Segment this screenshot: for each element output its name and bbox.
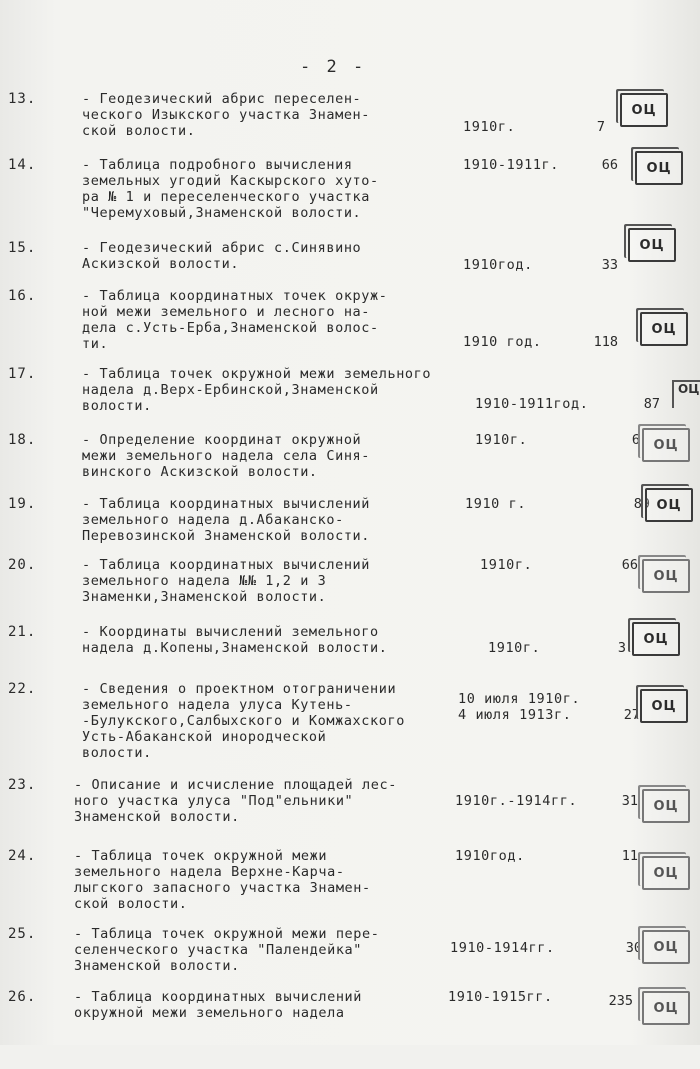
inventory-entry (0, 848, 700, 928)
oc-stamp: ОЦ (645, 488, 693, 522)
inventory-entry (0, 989, 700, 1069)
oc-stamp: ОЦ (642, 559, 690, 593)
entry-date: 1910 г. (465, 496, 527, 512)
entry-pages: 235 (608, 993, 633, 1009)
entry-title: - Описание и исчисление площадей лес- ного участка улуса "Под"ельники" Знаменской волости. (74, 777, 397, 825)
page-number: - 2 - (300, 57, 367, 77)
entry-date: 10 июля 1910г. 4 июля 1913г. (458, 691, 581, 723)
entry-number: 16. (8, 288, 37, 304)
entry-title: - Сведения о проектном отограничении земельного надела улуса Кутень- -Булукского,Салбыхского и Комжахского Усть-Абаканской инородческой волости. (82, 681, 405, 761)
oc-stamp: ОЦ (642, 856, 690, 890)
entry-pages: 27 (623, 707, 640, 723)
entry-date: 1910г. (475, 432, 528, 448)
entry-date: 1910-1911год. (475, 396, 589, 412)
entry-pages: 7 (596, 119, 605, 135)
oc-stamp-partial: ОЦ (672, 380, 700, 408)
entry-pages: 118 (593, 334, 618, 350)
entry-title: - Таблица координатных вычислений окружной межи земельного надела (74, 989, 363, 1021)
inventory-entry (0, 681, 700, 761)
entry-pages: 66 (601, 157, 618, 173)
oc-stamp: ОЦ (642, 930, 690, 964)
entry-date: 1910год. (455, 848, 525, 864)
entry-pages: 89 (633, 496, 650, 512)
entry-title: - Таблица координатных точек окруж- ной межи земельного и лесного на- дела с.Усть-Ерба,Знаменской волос- ти. (82, 288, 388, 352)
entry-number: 26. (8, 989, 37, 1005)
entry-pages: 31 (621, 793, 638, 809)
inventory-entry (0, 157, 700, 237)
entry-number: 23. (8, 777, 37, 793)
entry-date: 1910-1915гг. (448, 989, 553, 1005)
entry-pages: 30 (625, 940, 642, 956)
entry-number: 20. (8, 557, 37, 573)
entry-number: 19. (8, 496, 37, 512)
oc-stamp: ОЦ (642, 789, 690, 823)
entry-date: 1910-1914гг. (450, 940, 555, 956)
entry-title: - Таблица точек окружной межи пере- селенческого участка "Палендейка" Знаменской волости. (74, 926, 380, 974)
entry-title: - Таблица точек окружной межи земельного надела д.Верх-Ербинской,Знаменской волости. (82, 366, 432, 414)
inventory-entry (0, 288, 700, 368)
entry-number: 13. (8, 91, 37, 107)
entry-number: 14. (8, 157, 37, 173)
entry-date: 1910г.-1914гг. (455, 793, 578, 809)
oc-stamp: ОЦ (635, 151, 683, 185)
oc-stamp: ОЦ (642, 991, 690, 1025)
entry-pages: 33 (601, 257, 618, 273)
oc-stamp: ОЦ (620, 93, 668, 127)
entry-number: 18. (8, 432, 37, 448)
entry-date: 1910г. (488, 640, 541, 656)
entry-title: - Таблица координатных вычислений земельного надела №№ 1,2 и 3 Знаменки,Знаменской волости. (82, 557, 371, 605)
entry-pages: 3 (617, 640, 626, 656)
inventory-entry (0, 777, 700, 857)
entry-number: 22. (8, 681, 37, 697)
entry-title: - Определение координат окружной межи земельного надела села Синя- винского Аскизской волости. (82, 432, 371, 480)
entry-pages: 66 (621, 557, 638, 573)
entry-title: - Таблица координатных вычислений земельного надела д.Абаканско- Перевозинской Знаменской волости. (82, 496, 371, 544)
entry-number: 17. (8, 366, 37, 382)
oc-stamp: ОЦ (632, 622, 680, 656)
entry-date: 1910г. (480, 557, 533, 573)
oc-stamp: ОЦ (628, 228, 676, 262)
entry-number: 24. (8, 848, 37, 864)
entry-title: - Координаты вычислений земельного надела д.Копены,Знаменской волости. (82, 624, 388, 656)
entry-title: - Таблица точек окружной межи земельного надела Верхне-Карча- лыгского запасного участка Знамен- ской волости. (74, 848, 371, 912)
entry-title: - Геодезический абрис с.Синявино Аскизской волости. (82, 240, 362, 272)
entry-date: 1910г. (463, 119, 516, 135)
entry-number: 15. (8, 240, 37, 256)
entry-pages: 6 (631, 432, 640, 448)
entry-pages: 11 (621, 848, 638, 864)
entry-date: 1910год. (463, 257, 533, 273)
entry-date: 1910 год. (463, 334, 542, 350)
oc-stamp: ОЦ (640, 689, 688, 723)
entry-pages: 87 (643, 396, 660, 412)
entry-title: - Таблица подробного вычисления земельных угодий Каскырского хуто- ра № 1 и переселенческого участка "Черемуховый,Знаменской волости. (82, 157, 379, 221)
entry-number: 25. (8, 926, 37, 942)
entry-number: 21. (8, 624, 37, 640)
oc-stamp: ОЦ (642, 428, 690, 462)
entry-title: - Геодезический абрис переселен- ческого Изыкского участка Знамен- ской волости. (82, 91, 371, 139)
oc-stamp: ОЦ (640, 312, 688, 346)
entry-date: 1910-1911г. (463, 157, 560, 173)
